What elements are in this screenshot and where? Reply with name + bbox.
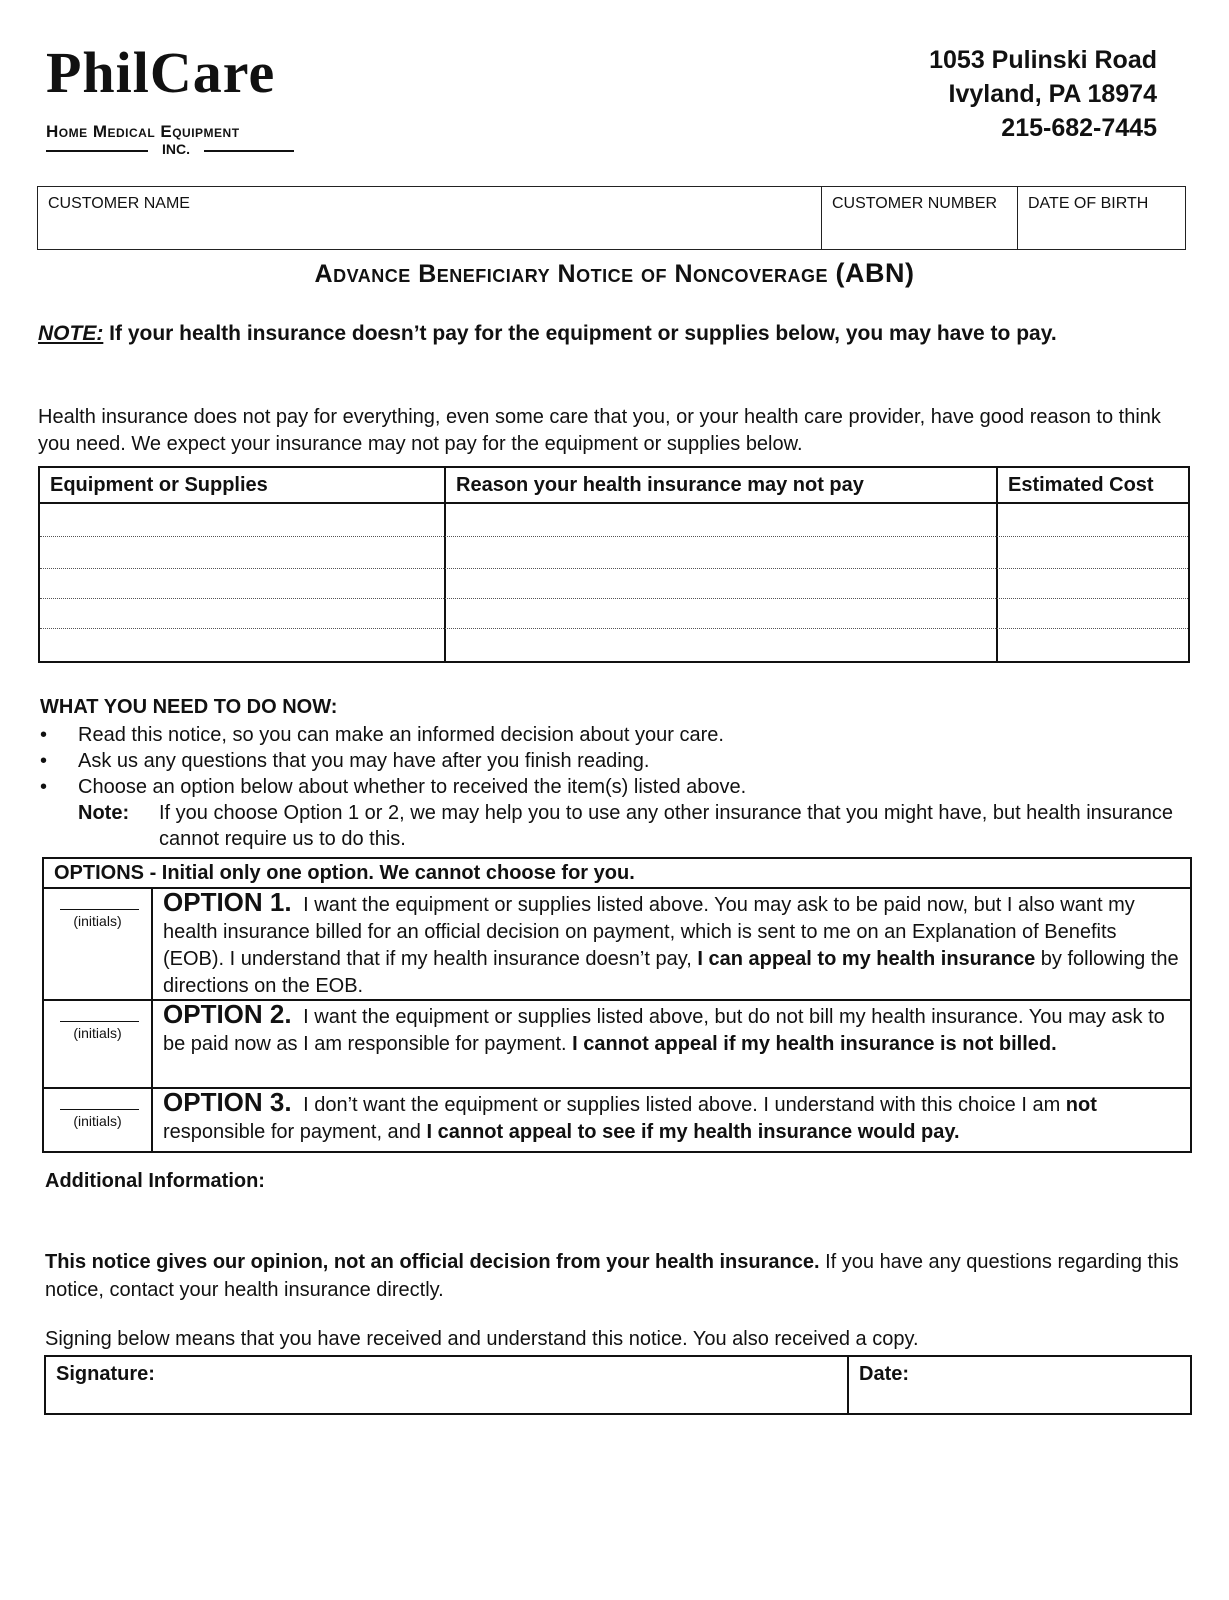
option-3-name: OPTION 3. [163, 1087, 292, 1117]
customer-name-label: CUSTOMER NAME [48, 195, 190, 212]
option-1-row [44, 889, 1190, 1001]
equipment-table [38, 466, 1190, 663]
company-inc: INC. [162, 141, 190, 157]
opinion-bold-text: This notice gives our opinion, not an official decision from your health insurance. [45, 1251, 820, 1273]
table-row[interactable] [40, 568, 1188, 570]
option-3-row [44, 1089, 1190, 1151]
form-title-main: Advance Beneficiary Notice of Noncoverage [314, 260, 829, 288]
company-logo: PhilCare [46, 40, 276, 105]
customer-number-label: CUSTOMER NUMBER [832, 195, 998, 212]
signature-field[interactable] [46, 1357, 849, 1413]
list-item-text: Ask us any questions that you may have after you finish reading. [78, 750, 650, 772]
options-header: OPTIONS - Initial only one option. We cannot choose for you. [44, 859, 1190, 889]
initials-label: (initials) [73, 913, 122, 929]
note-paragraph [38, 318, 1188, 349]
bullet-icon: • [40, 750, 48, 772]
option-1-text: OPTION 1. I want the equipment or supplies listed above. You may ask to be paid now, but I also want my health insurance billed for an official decision on payment, which is sent to me on an Explanation of Benefits (EOB). I understand that if my health insurance doesn’t pay, I can appeal to my health insurance by following the directions on the EOB. [163, 887, 1179, 997]
option-1-name: OPTION 1. [163, 887, 292, 917]
signing-paragraph: Signing below means that you have received and understand this notice. You also received a copy. [45, 1328, 919, 1350]
initials-label: (initials) [73, 1025, 122, 1041]
customer-info-box [37, 186, 1186, 250]
todo-note-label: Note: [78, 802, 130, 824]
form-title-abbr: (ABN) [835, 258, 915, 288]
option-3-initials-field[interactable] [44, 1089, 153, 1151]
bullet-icon: • [40, 776, 48, 798]
address-street: 1053 Pulinski Road [929, 46, 1157, 74]
date-label: Date: [859, 1363, 910, 1385]
note-text: If your health insurance doesn’t pay for the equipment or supplies below, you may have to pay. [103, 322, 1057, 345]
todo-note [78, 800, 1198, 852]
reason-column [444, 468, 998, 661]
list-item [40, 774, 746, 800]
option-2-initials-field[interactable] [44, 1001, 153, 1087]
intro-paragraph: Health insurance does not pay for everything, even some care that you, or your health care provider, have good reason to think you need. We expect your insurance may not pay for the equipment or supplies below. [38, 406, 1161, 455]
signature-box [44, 1355, 1192, 1415]
additional-information-label: Additional Information: [45, 1170, 265, 1192]
cost-column-header: Estimated Cost [998, 468, 1188, 504]
table-row[interactable] [40, 628, 1188, 630]
signature-label: Signature: [56, 1363, 155, 1385]
option-2-name: OPTION 2. [163, 999, 292, 1029]
reason-column-header: Reason your health insurance may not pay [446, 468, 998, 504]
table-row[interactable] [40, 598, 1188, 600]
initials-label: (initials) [73, 1113, 122, 1129]
todo-note-text: If you choose Option 1 or 2, we may help you to use any other insurance that you might have, but health insurance cannot require us to do this. [159, 802, 1173, 850]
phone-number: 215-682-7445 [1001, 114, 1157, 142]
date-of-birth-label: DATE OF BIRTH [1028, 195, 1149, 212]
cost-column [996, 468, 1188, 661]
option-3-text: OPTION 3. I don’t want the equipment or supplies listed above. I understand with this choice I am not responsible for payment, and I cannot appeal to see if my health insurance would pay. [163, 1087, 1097, 1143]
form-title [0, 258, 1229, 289]
options-table [42, 857, 1192, 1153]
option-1-initials-field[interactable] [44, 889, 153, 999]
list-item-text: Read this notice, so you can make an informed decision about your care. [78, 724, 724, 746]
option-2-row [44, 1001, 1190, 1089]
opinion-text: If you have any questions regarding this notice, contact your health insurance directly. [45, 1251, 1179, 1301]
option-2-text: OPTION 2. I want the equipment or supplies listed above, but do not bill my health insurance. You may ask to be paid now as I am responsible for payment. I cannot appeal if my health insurance is not billed. [163, 999, 1165, 1055]
date-of-birth-field[interactable] [1017, 187, 1185, 249]
todo-heading: WHAT YOU NEED TO DO NOW: [40, 696, 338, 718]
list-item [40, 722, 724, 748]
list-item-text: Choose an option below about whether to received the item(s) listed above. [78, 776, 747, 798]
customer-number-field[interactable] [821, 187, 1017, 249]
opinion-paragraph [45, 1248, 1195, 1304]
company-subtitle: Home Medical Equipment [46, 122, 240, 141]
date-field[interactable] [849, 1357, 1190, 1413]
list-item [40, 748, 649, 774]
table-row[interactable] [40, 536, 1188, 538]
equipment-column-header: Equipment or Supplies [40, 468, 444, 504]
company-inc-rule [46, 141, 294, 157]
equipment-column [40, 468, 444, 661]
bullet-icon: • [40, 724, 48, 746]
address-city: Ivyland, PA 18974 [948, 80, 1157, 108]
customer-name-field[interactable] [38, 187, 821, 249]
note-label: NOTE: [38, 322, 104, 345]
